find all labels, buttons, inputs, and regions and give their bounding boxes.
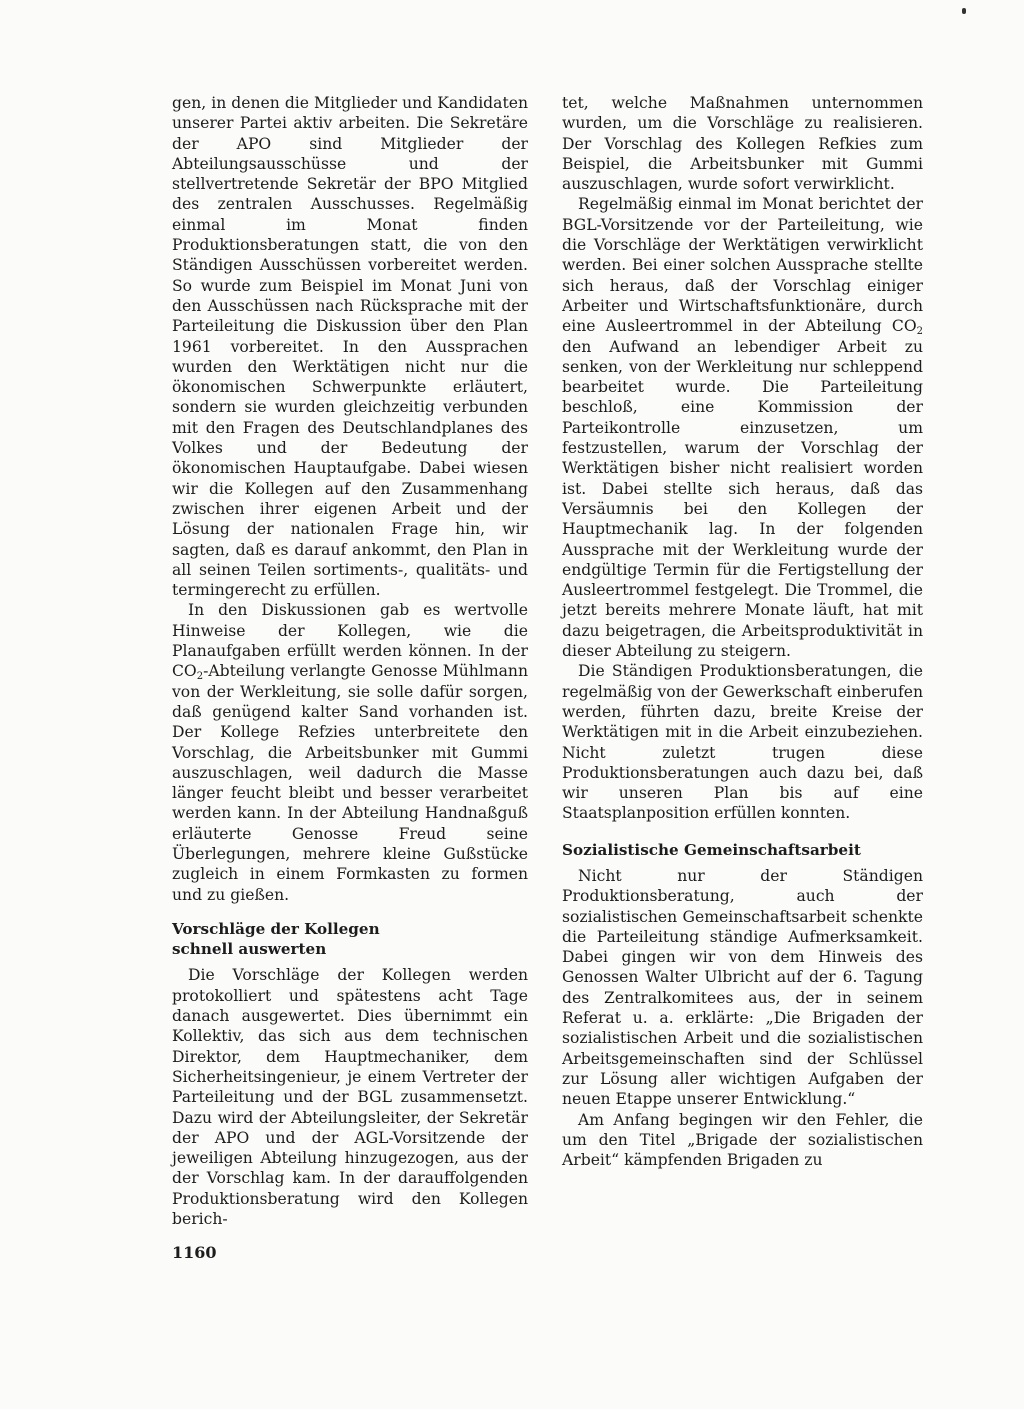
right-paragraph-2: Regelmäßig einmal im Monat berichtet der BGL-Vorsitzende vor der Parteileitung, wie die Vorschläge der Werktätigen verwirklicht werden. Bei einer solchen Aussprache stellte sich heraus, daß der Vorschlag einiger Arbeiter und Wirtschaftsfunktionäre, durch eine Ausleertrommel in der Abteilung $CO_2$ den Aufwand an lebendiger Arbeit zu senken, von der Werkleitung nur schleppend bearbeitet wurde. Die Parteileitung beschloß, eine Kommission der Parteikontrolle einzusetzen, um festzustellen, warum der Vorschlag der Werktätigen bisher nicht realisiert worden ist. Dabei stellte sich heraus, daß das Versäumnis bei den Kollegen der Hauptmechanik lag. In der folgenden Aussprache mit der Werkleitung wurde der endgültige Termin für die Fertigstellung der Ausleertrommel festgelegt. Die Trommel, die jetzt bereits mehrere Monate läuft, hat mit dazu beigetragen, die Arbeitsproduktivität in dieser Abteilung zu steigern. [562,195,923,661]
right-column [562,93,923,1170]
ink-speck [962,8,966,14]
left-paragraph-1: gen, in denen die Mitglieder und Kandidaten unserer Partei aktiv arbeiten. Die Sekretäre der APO sind Mitglieder der Abteilungsausschüsse und der stellvertretende Sekretär der BPO Mitglied des zentralen Ausschusses. Regelmäßig einmal im Monat finden Produktionsberatungen statt, die von den Ständigen Ausschüssen vorbereitet werden. So wurde zum Beispiel im Monat Juni von den Ausschüssen nach Rücksprache mit der Parteileitung die Diskussion über den Plan 1961 vorbereitet. In den Aussprachen wurden den Werktätigen nicht nur die ökonomischen Schwerpunkte erläutert, sondern sie wurden gleichzeitig verbunden mit den Fragen des Deutschlandplanes des Volkes und der Bedeutung der ökonomischen Hauptaufgabe. Dabei wiesen wir die Kollegen auf den Zusammenhang zwischen ihrer eigenen Arbeit und der Lösung der nationalen Frage hin, wir sagten, daß es darauf ankommt, den Plan in all seinen Teilen sortiments-, qualitäts- und termingerecht zu erfüllen. [172,94,528,600]
right-paragraph-5: Am Anfang begingen wir den Fehler, die um den Titel „Brigade der sozialistischen Arbeit“ kämpfenden Brigaden zu [562,1110,923,1170]
subscript-2: 2 [196,671,204,683]
right-paragraph-3: Die Ständigen Produktionsberatungen, die regelmäßig von der Gewerkschaft einberufen werden, führten dazu, breite Kreise der Werktätigen mit in die Arbeit einzubeziehen. Nicht zuletzt trugen diese Produktionsberatungen auch dazu bei, daß wir unseren Plan bis auf eine Staatsplanposition erfüllen konnten. [562,662,923,823]
left-paragraph-2: In den Diskussionen gab es wertvolle Hinweise der Kollegen, wie die Planaufgaben erfüllt werden können. In der $CO_2$-Abteilung verlangte Genosse Mühlmann von der Werkleitung, sie solle dafür sorgen, daß genügend kalter Sand vorhanden ist. Der Kollege Refzies unterbreitete den Vorschlag, die Arbeitsbunker mit Gummi auszuschlagen, weil dadurch die Masse länger feucht bleibt und besser verarbeitet werden kann. In der Abteilung Handnaßguß erläuterte Genosse Freud seine Überlegungen, mehrere kleine Gußstücke zugleich in einem Formkasten zu formen und zu gießen. [172,601,528,904]
section-heading-gemeinschaftsarbeit: Sozialistische Gemeinschaftsarbeit [562,840,861,859]
right-paragraph-1: tet, welche Maßnahmen unternommen wurden, um die Vorschläge zu realisieren. Der Vorschlag des Kollegen Refkies zum Beispiel, die Arbeitsbunker mit Gummi auszuschlagen, wurde sofort verwirklicht. [562,94,923,194]
subscript-2: 2 [916,326,923,338]
section-heading-vorschlaege: Vorschläge der Kollegen schnell auswerten [172,919,380,959]
right-paragraph-4: Nicht nur der Ständigen Produktionsberatung, auch der sozialistischen Gemeinschaftsarbeit schenkte die Parteileitung ständige Aufmerksamkeit. Dabei gingen wir von dem Hinweis des Genossen Walter Ulbricht auf der 6. Tagung des Zentralkomitees aus, der in seinem Referat u. a. erklärte: „Die Brigaden der sozialistischen Arbeit und die sozialistischen Arbeitsgemeinschaften sind der Schlüssel zur Lösung aller wichtigen Aufgaben der neuen Etappe unserer Entwicklung.“ [562,866,923,1109]
left-column [172,93,528,1229]
left-paragraph-3: Die Vorschläge der Kollegen werden protokolliert und spätestens acht Tage danach ausgewertet. Dies übernimmt ein Kollektiv, das sich aus dem technischen Direktor, dem Hauptmechaniker, dem Sicherheitsingenieur, je einem Vertreter der Parteileitung und der BGL zusammensetzt. Dazu wird der Abteilungsleiter, der Sekretär der APO und der AGL-Vorsitzende der jeweiligen Abteilung hinzugezogen, aus der der Vorschlag kam. In der darauffolgenden Produktionsberatung wird den Kollegen berich- [172,966,528,1229]
page-number: 1160 [172,1243,217,1262]
